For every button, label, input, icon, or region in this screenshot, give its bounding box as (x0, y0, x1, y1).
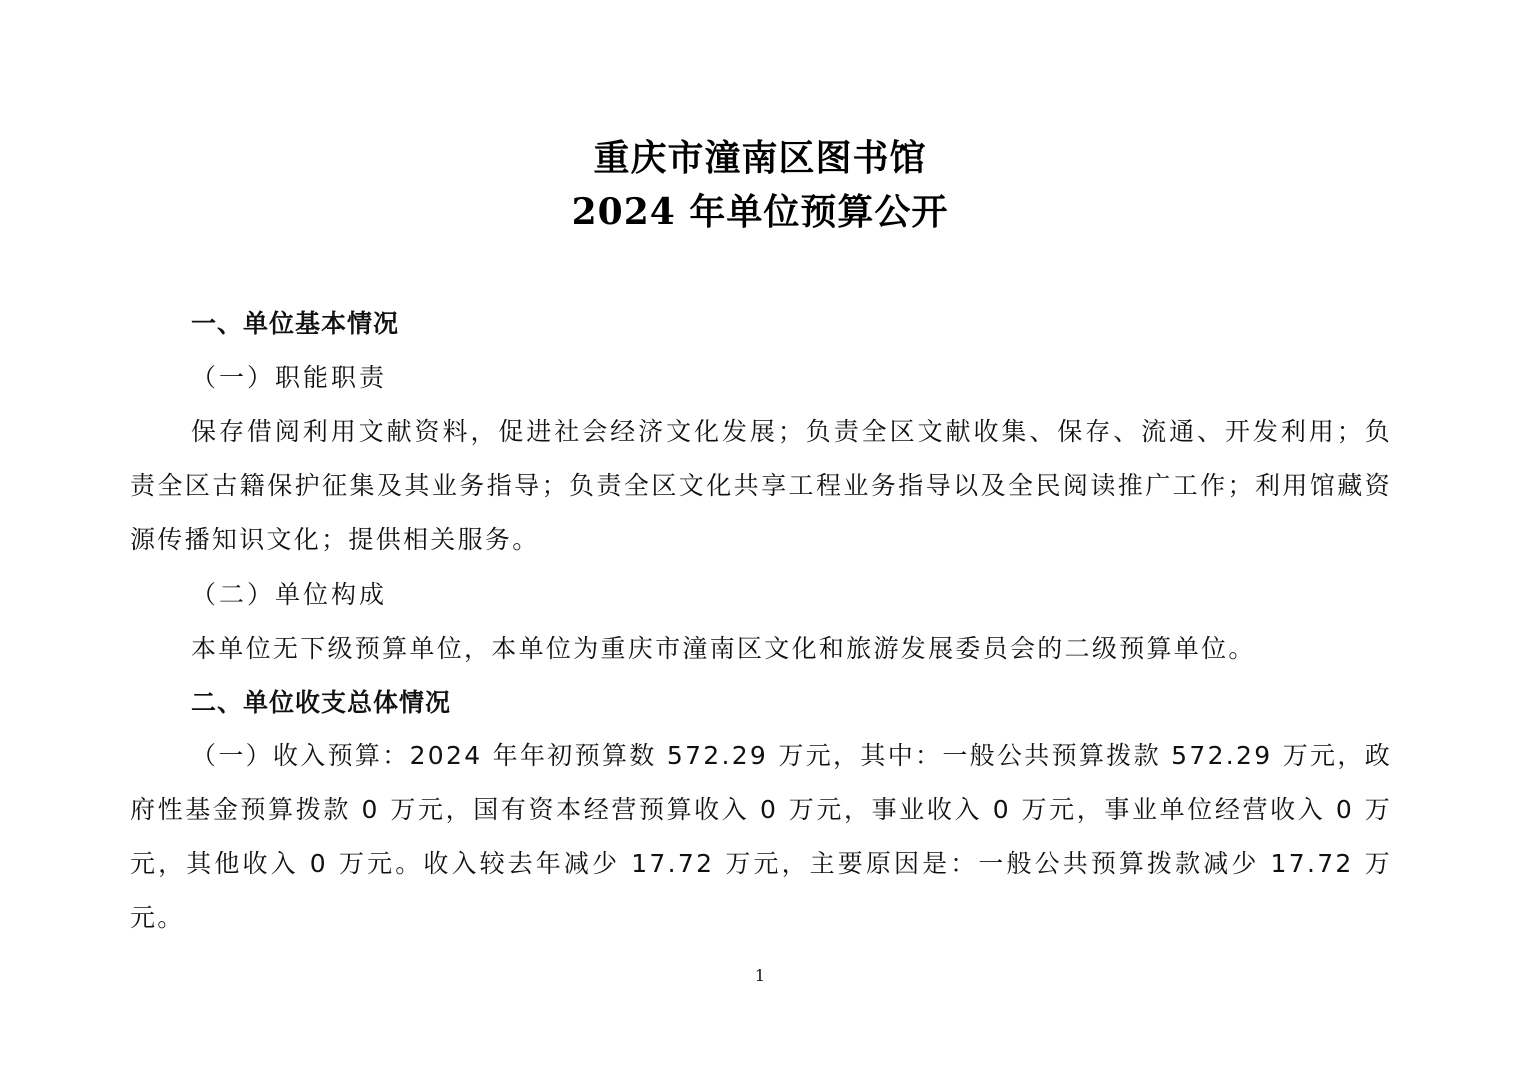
section1-sub1-paragraph: 保存借阅利用文献资料，促进社会经济文化发展；负责全区文献收集、保存、流通、开发利用；负责全区古籍保护征集及其业务指导；负责全区文化共享工程业务指导以及全民阅读推广工作；利用馆藏资源传播知识文化；提供相关服务。 (130, 417, 1392, 554)
section2-heading: 二、单位收支总体情况 (191, 688, 452, 717)
page-number: 1 (754, 966, 766, 985)
section1-sub2-paragraph: 本单位无下级预算单位，本单位为重庆市潼南区文化和旅游发展委员会的二级预算单位。 (191, 634, 1256, 663)
section2-sub1-paragraph: （一）收入预算：2024 年年初预算数 572.29 万元，其中：一般公共预算拨款 572.29 万元，政府性基金预算拨款 0 万元，国有资本经营预算收入 0 万元，事业收入 0 万元，事业单位经营收入 0 万元，其他收入 0 万元。收入较去年减少 17.72 万元，主要原因是：一般公共预算拨款减少 17.72 万元。 (130, 741, 1392, 932)
section1-heading: 一、单位基本情况 (191, 309, 400, 338)
section1-sub2-heading: （二）单位构成 (191, 580, 388, 609)
document-title-line2: 2024 年单位预算公开 (571, 191, 949, 233)
section1-sub1-heading: （一）职能职责 (191, 363, 388, 392)
document-title-line1: 重庆市潼南区图书馆 (593, 137, 927, 179)
